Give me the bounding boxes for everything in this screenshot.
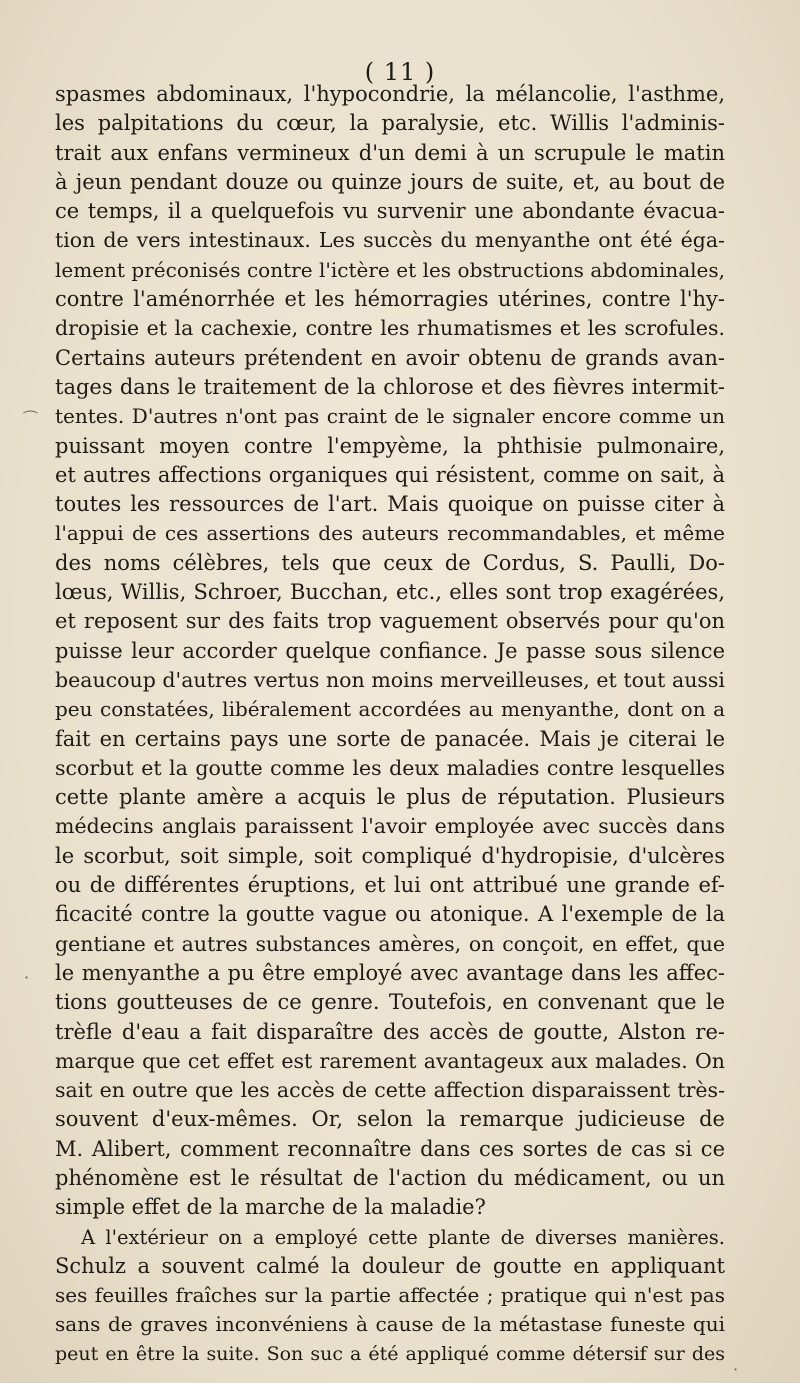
text-line: toutes les ressources de l'art. Mais quoique on puisse citer à (55, 492, 725, 517)
text-line: ou de différentes éruptions, et lui ont attribué une grande ef- (55, 873, 725, 898)
text-line: trèfle d'eau a fait disparaître des accès de goutte, Alston re- (55, 1019, 725, 1044)
text-line: le menyanthe a pu être employé avec avantage dans les affec- (55, 960, 725, 985)
text-line: l'appui de ces assertions des auteurs recommandables, et même (55, 521, 725, 546)
text-line: simple effet de la marche de la maladie? (55, 1195, 486, 1220)
text-line: médecins anglais paraissent l'avoir employée avec succès dans (55, 814, 725, 839)
text-line: lœus, Willis, Schroer, Bucchan, etc., elles sont trop exagérées, (55, 580, 725, 605)
text-line: tions goutteuses de ce genre. Toutefois, en convenant que le (55, 990, 725, 1015)
text-line: ses feuilles fraîches sur la partie affectée ; pratique qui n'est pas (55, 1283, 725, 1308)
text-line: cette plante amère a acquis le plus de réputation. Plusieurs (55, 785, 725, 810)
text-line: peu constatées, libéralement accordées au menyanthe, dont on a (55, 697, 725, 722)
text-line: tages dans le traitement de la chlorose et des fièvres intermit- (55, 374, 725, 399)
text-line: et autres affections organiques qui résistent, comme on sait, à (55, 462, 725, 487)
text-line: à jeun pendant douze ou quinze jours de suite, et, au bout de (55, 169, 725, 194)
text-line: dropisie et la cachexie, contre les rhumatismes et les scrofules. (55, 316, 725, 341)
body-text (55, 80, 725, 1369)
text-line: marque que cet effet est rarement avantageux aux malades. On (55, 1048, 725, 1073)
text-line: ce temps, il a quelquefois vu survenir une abondante évacua- (55, 199, 725, 224)
text-line: puisse leur accorder quelque confiance. Je passe sous silence (55, 638, 725, 663)
text-line: lement préconisés contre l'ictère et les obstructions abdominales, (55, 257, 725, 282)
text-line: spasmes abdominaux, l'hypocondrie, la mélancolie, l'asthme, (55, 82, 725, 106)
text-line: souvent d'eux-mêmes. Or, selon la remarque judicieuse de (55, 1107, 725, 1132)
text-line: des noms célèbres, tels que ceux de Cordus, S. Paulli, Do- (55, 550, 725, 575)
text-line: peut en être la suite. Son suc a été appliqué comme détersif sur des (55, 1342, 725, 1365)
margin-mark: · (733, 1360, 739, 1379)
text-line: Schulz a souvent calmé la douleur de goutte en appliquant (55, 1253, 725, 1278)
text-line: le scorbut, soit simple, soit compliqué d'hydropisie, d'ulcères (55, 843, 725, 868)
text-line: ficacité contre la goutte vague ou atonique. A l'exemple de la (55, 902, 725, 927)
text-line: contre l'aménorrhée et les hémorragies utérines, contre l'hy- (55, 287, 725, 312)
text-line: A l'extérieur on a employé cette plante de diverses manières. (81, 1225, 725, 1249)
text-line: gentiane et autres substances amères, on conçoit, en effet, que (55, 931, 725, 956)
text-line: trait aux enfans vermineux d'un demi à un scrupule le matin (55, 140, 725, 165)
text-line: et reposent sur des faits trop vaguement observés pour qu'on (55, 609, 725, 634)
text-line: puissant moyen contre l'empyème, la phthisie pulmonaire, (55, 433, 725, 458)
margin-mark: ⁀ (24, 410, 37, 429)
text-line: sans de graves inconvéniens à cause de la métastase funeste qui (55, 1312, 725, 1337)
text-line: les palpitations du cœur, la paralysie, etc. Willis l'adminis- (55, 111, 725, 136)
text-line: fait en certains pays une sorte de panacée. Mais je citerai le (55, 726, 725, 751)
text-line: Certains auteurs prétendent en avoir obtenu de grands avan- (55, 345, 725, 370)
page-number: ( 11 ) (364, 58, 436, 86)
margin-mark: · (24, 968, 30, 987)
text-line: sait en outre que les accès de cette affection disparaissent très- (55, 1078, 725, 1103)
text-line: phénomène est le résultat de l'action du médicament, ou un (55, 1165, 725, 1190)
text-line: tentes. D'autres n'ont pas craint de le signaler encore comme un (55, 404, 725, 429)
text-line: tion de vers intestinaux. Les succès du menyanthe ont été éga- (55, 228, 725, 253)
text-line: M. Alibert, comment reconnaître dans ces sortes de cas si ce (55, 1136, 725, 1161)
text-line: beaucoup d'autres vertus non moins merveilleuses, et tout aussi (55, 667, 725, 692)
text-line: scorbut et la goutte comme les deux maladies contre lesquelles (55, 755, 725, 780)
